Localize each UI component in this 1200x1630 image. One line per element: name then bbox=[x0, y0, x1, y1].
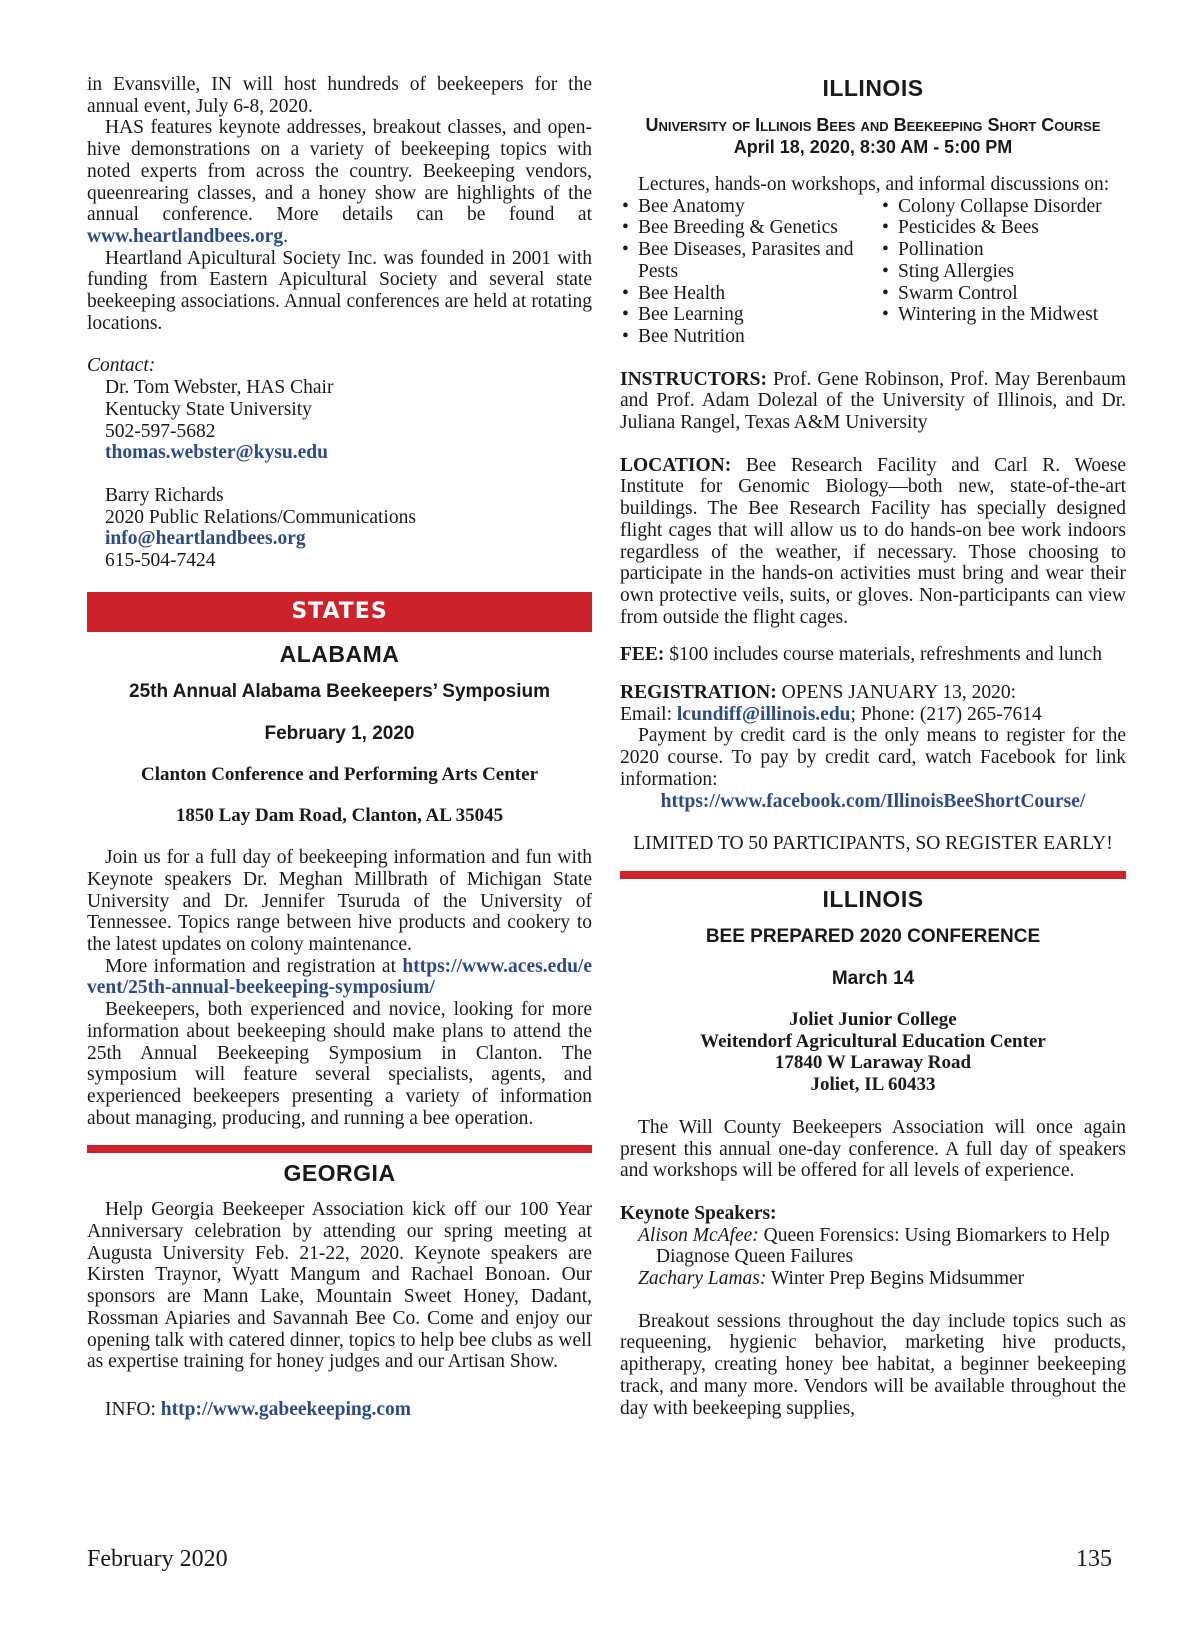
course-title: University of Illinois Bees and Beekeeping Short Course bbox=[645, 115, 1101, 135]
footer-issue: February 2020 bbox=[87, 1546, 228, 1572]
topic-item: • Bee Health bbox=[620, 283, 866, 305]
topic-item: • Bee Diseases, Parasites and Pests bbox=[620, 239, 866, 282]
left-column bbox=[87, 74, 592, 1421]
contact-phone: 502-597-5682 bbox=[105, 420, 216, 442]
alabama-event-title: 25th Annual Alabama Beekeepers’ Symposium bbox=[129, 680, 550, 702]
section-divider bbox=[87, 1145, 592, 1153]
contact-email-link[interactable]: info@heartlandbees.org bbox=[105, 528, 306, 550]
illinois-heading-2: ILLINOIS bbox=[822, 885, 924, 912]
location: LOCATION: Bee Research Facility and Carl R. Woese Institute for Genomic Biology—both new, state-of-the-art buildings. The Bee Research Facility has specially designed flight cages that will allow us to do hands-on bee work indoors regardless of the weather, if necessary. Those choosing to participate in the hands-on activities must bring and wear their own protective veils, suits, or gloves. Non-participants can view from outside the flight cages. bbox=[620, 454, 1126, 628]
keynote-speaker-2: Zachary Lamas: Winter Prep Begins Midsummer bbox=[638, 1268, 1025, 1290]
registration: REGISTRATION: OPENS JANUARY 13, 2020: bbox=[620, 682, 1017, 704]
venue-line-2: Weitendorf Agricultural Education Center bbox=[700, 1030, 1046, 1052]
topics-column-1 bbox=[620, 196, 866, 348]
keynote-label: Keynote Speakers: bbox=[620, 1202, 777, 1224]
bee-prepared-paragraph-1: The Will County Beekeepers Association will once again present this annual one-day conference. A full day of speakers and workshops will be offered for all levels of experience. bbox=[620, 1116, 1126, 1182]
alabama-paragraph-3: Beekeepers, both experienced and novice, looking for more information about beekeeping should make plans to attend the 25th Annual Beekeeping Symposium in Clanton. The symposium will feature several specialists, agents, and experienced beekeepers presenting a variety of information about managing, producing, and running a bee operation. bbox=[87, 999, 592, 1129]
contact-webster bbox=[87, 377, 592, 572]
heartlandbees-link[interactable]: www.heartlandbees.org bbox=[87, 225, 284, 247]
alabama-heading: ALABAMA bbox=[279, 640, 400, 667]
contact-name: Barry Richards bbox=[105, 484, 224, 506]
topics-list bbox=[620, 196, 1126, 348]
section-divider bbox=[620, 871, 1126, 879]
alabama-paragraph-1: Join us for a full day of beekeeping information and fun with Keynote speakers Dr. Meghan Millbrath of Michigan State University and Dr. Jennifer Tsuruda of the University of Tennessee. Topics range between hive products and cookery to the latest updates on colony maintenance. bbox=[87, 847, 592, 955]
topics-column-2 bbox=[880, 196, 1126, 348]
keynote-speaker-1: Alison McAfee: Queen Forensics: Using Biomarkers to Help Diagnose Queen Failures bbox=[638, 1224, 1110, 1268]
gabeekeeping-link[interactable]: http://www.gabeekeeping.com bbox=[160, 1398, 412, 1420]
aces-link[interactable]: https://www.aces.edu/event/25th-annual-beekeeping-symposium/ bbox=[87, 955, 592, 999]
registration-contact: Email: lcundiff@illinois.edu; Phone: (217) 265-7614 bbox=[620, 703, 1042, 725]
topic-item: • Bee Anatomy bbox=[620, 196, 866, 218]
footer-page-number: 135 bbox=[1076, 1546, 1112, 1572]
georgia-paragraph: Help Georgia Beekeeper Association kick off our 100 Year Anniversary celebration by attending our spring meeting at Augusta University Feb. 21-22, 2020. Keynote speakers are Kirsten Traynor, Wyatt Mangum and Rachael Bonoan. Our sponsors are Mann Lake, Mountain Sweet Honey, Dadant, Rossman Apiaries and Savannah Bee Co. Come and enjoy our opening talk with catered dinner, topics to help bee clubs as well as expertise training for honey judges and our Artisan Show. bbox=[87, 1199, 592, 1373]
topic-item: • Bee Nutrition bbox=[620, 326, 866, 348]
contact-phone: 615-504-7424 bbox=[105, 550, 216, 572]
topic-item: • Bee Breeding & Genetics bbox=[620, 217, 866, 239]
has-paragraph-3: Heartland Apicultural Society Inc. was founded in 2001 with funding from Eastern Apicultural Society and several state beekeeping associations. Annual conferences are held at rotating locations. bbox=[87, 247, 592, 334]
has-paragraph-2: HAS features keynote addresses, breakout classes, and open-hive demonstrations on a variety of beekeeping topics with noted experts from across the country. Beekeeping vendors, queenrearing classes, and a honey show are highlights of the annual conference. More details can be found at www.heartlandbees.org. bbox=[87, 117, 592, 247]
venue-line-4: Joliet, IL 60433 bbox=[810, 1074, 936, 1096]
payment-info: Payment by credit card is the only means to register for the 2020 course. To pay by credit card, watch Facebook for link information: bbox=[620, 725, 1126, 790]
topic-item: • Colony Collapse Disorder bbox=[880, 196, 1126, 218]
course-intro: Lectures, hands-on workshops, and informal discussions on: bbox=[638, 174, 1110, 195]
illinois-heading: ILLINOIS bbox=[822, 75, 924, 101]
contact-label: Contact: bbox=[87, 355, 156, 377]
topic-item: • Swarm Control bbox=[880, 283, 1126, 305]
bee-prepared-date: March 14 bbox=[831, 967, 915, 989]
course-date: April 18, 2020, 8:30 AM - 5:00 PM bbox=[733, 137, 1013, 157]
contact-email-link[interactable]: thomas.webster@kysu.edu bbox=[105, 442, 328, 464]
states-banner: STATES bbox=[87, 592, 592, 632]
georgia-heading: GEORGIA bbox=[283, 1160, 396, 1187]
venue-line-1: Joliet Junior College bbox=[789, 1008, 957, 1030]
contact-name: Dr. Tom Webster, HAS Chair bbox=[105, 377, 334, 399]
limited-notice: LIMITED TO 50 PARTICIPANTS, SO REGISTER EARLY! bbox=[633, 833, 1113, 855]
registration-email-link[interactable]: lcundiff@illinois.edu bbox=[676, 703, 851, 725]
alabama-address: 1850 Lay Dam Road, Clanton, AL 35045 bbox=[175, 805, 504, 827]
topic-item: • Bee Learning bbox=[620, 304, 866, 326]
topic-item: • Pesticides & Bees bbox=[880, 217, 1126, 239]
fee: FEE: $100 includes course materials, refreshments and lunch bbox=[620, 644, 1102, 666]
contact-role: 2020 Public Relations/Communications bbox=[105, 506, 416, 528]
georgia-info: INFO: http://www.gabeekeeping.com bbox=[105, 1398, 412, 1420]
contact-org: Kentucky State University bbox=[105, 398, 312, 420]
bee-prepared-title: BEE PREPARED 2020 CONFERENCE bbox=[705, 925, 1041, 947]
venue-line-3: 17840 W Laraway Road bbox=[774, 1052, 972, 1074]
alabama-paragraph-2: More information and registration at https://www.aces.edu/event/25th-annual-beekeeping-symposium/ bbox=[87, 955, 592, 999]
topic-item: • Sting Allergies bbox=[880, 261, 1126, 283]
alabama-venue: Clanton Conference and Performing Arts Center bbox=[141, 763, 538, 785]
alabama-event-date: February 1, 2020 bbox=[264, 722, 415, 744]
has-intro: in Evansville, IN will host hundreds of beekeepers for the annual event, July 6-8, 2020. bbox=[87, 74, 592, 117]
topic-item: • Wintering in the Midwest bbox=[880, 304, 1126, 326]
topic-item: • Pollination bbox=[880, 239, 1126, 261]
right-column bbox=[620, 74, 1126, 1419]
instructors: INSTRUCTORS: Prof. Gene Robinson, Prof. May Berenbaum and Prof. Adam Dolezal of the University of Illinois, and Dr. Juliana Rangel, Texas A&M University bbox=[620, 368, 1126, 434]
facebook-link[interactable]: https://www.facebook.com/IllinoisBeeShortCourse/ bbox=[660, 790, 1086, 812]
bee-prepared-paragraph-2: Breakout sessions throughout the day include topics such as requeening, hygienic behavior, marketing hive products, apitherapy, creating honey bee habitat, a beginner beekeeping track, and many more. Vendors will be available throughout the day with beekeeping supplies, bbox=[620, 1310, 1126, 1419]
